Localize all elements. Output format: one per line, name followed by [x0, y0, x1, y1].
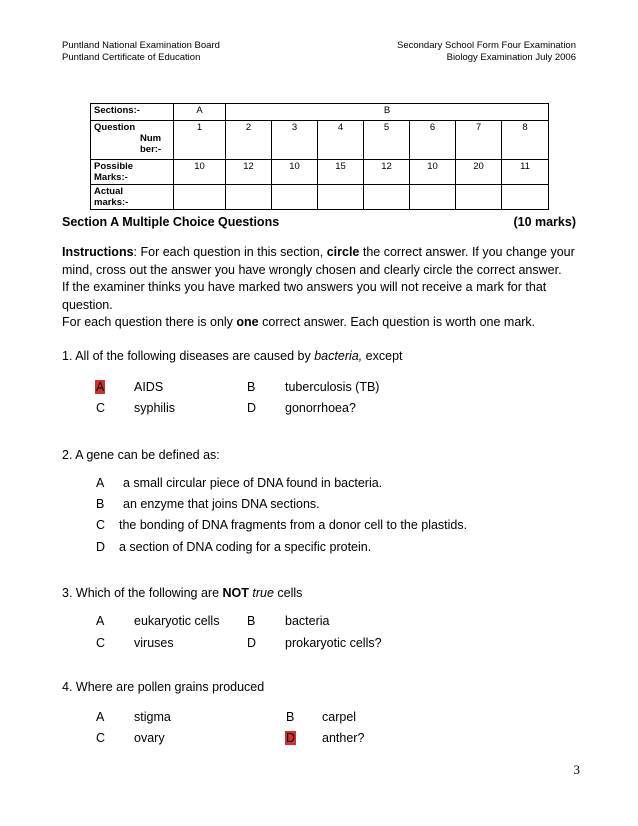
certificate-name: Puntland Certificate of Education [62, 52, 201, 63]
exam-date: Biology Examination July 2006 [446, 52, 576, 63]
q4-option-a-text[interactable]: stigma [134, 710, 171, 724]
possible-mark: 15 [318, 160, 364, 185]
q2-option-a-letter[interactable]: A [96, 476, 105, 490]
possible-mark: 12 [364, 160, 410, 185]
q3-option-b-letter[interactable]: B [247, 614, 256, 628]
section-a-header: A [174, 104, 226, 121]
possible-marks-row [91, 160, 549, 185]
actual-mark-cell[interactable] [226, 185, 272, 210]
q2-option-b-letter[interactable]: B [96, 497, 105, 511]
q1-option-b-text[interactable]: tuberculosis (TB) [285, 380, 380, 394]
q2-option-d-letter[interactable]: D [96, 540, 106, 554]
section-marks: (10 marks) [513, 215, 576, 229]
instructions-paragraph-2: If the examiner thinks you have marked two answers you will not receive a mark for that question. [62, 280, 547, 312]
question-2-stem: 2. A gene can be defined as: [62, 448, 220, 462]
q1-option-d-letter[interactable]: D [247, 401, 257, 415]
board-name: Puntland National Examination Board [62, 40, 220, 51]
possible-mark: 20 [456, 160, 502, 185]
possible-mark: 10 [410, 160, 456, 185]
question-number: 3 [272, 121, 318, 160]
question-number: 5 [364, 121, 410, 160]
question-4-stem: 4. Where are pollen grains produced [62, 680, 265, 694]
q2-option-c-text[interactable]: the bonding of DNA fragments from a donor cell to the plastids. [119, 518, 468, 532]
actual-marks-row [91, 185, 549, 210]
question-number: 2 [226, 121, 272, 160]
q2-option-d-text[interactable]: a section of DNA coding for a specific protein. [119, 540, 372, 554]
exam-name: Secondary School Form Four Examination [397, 40, 576, 51]
question-3-stem: 3. Which of the following are NOT true cells [62, 586, 303, 600]
actual-mark-cell[interactable] [174, 185, 226, 210]
possible-mark: 10 [174, 160, 226, 185]
q3-option-d-text[interactable]: prokaryotic cells? [285, 636, 382, 650]
q4-option-b-text[interactable]: carpel [322, 710, 357, 724]
possible-mark: 10 [272, 160, 318, 185]
question-number: 1 [174, 121, 226, 160]
possible-mark: 12 [226, 160, 272, 185]
q2-option-b-text[interactable]: an enzyme that joins DNA sections. [123, 497, 320, 511]
section-title: Section A Multiple Choice Questions [62, 215, 280, 229]
sections-label: Sections:- [91, 104, 174, 121]
actual-mark-cell[interactable] [272, 185, 318, 210]
q4-option-a-letter[interactable]: A [96, 710, 105, 724]
q3-option-d-letter[interactable]: D [247, 636, 257, 650]
question-row [91, 121, 549, 160]
instructions-paragraph-1: Instructions: For each question in this section, circle the correct answer. If you change your mind, cross out the answer you have wrongly chosen and clearly circle the correct answer. [62, 245, 575, 277]
page-number: 3 [573, 762, 580, 777]
q1-option-c-letter[interactable]: C [96, 401, 106, 415]
instructions-paragraph-3: For each question there is only one correct answer. Each question is worth one mark. [62, 315, 536, 329]
q4-option-d-letter[interactable]: D [286, 731, 296, 745]
q2-option-a-text[interactable]: a small circular piece of DNA found in bacteria. [123, 476, 383, 490]
q1-option-a-letter[interactable]: A [96, 380, 105, 394]
q3-option-a-text[interactable]: eukaryotic cells [134, 614, 220, 628]
q4-option-c-text[interactable]: ovary [134, 731, 165, 745]
actual-marks-label: Actual marks:- [91, 185, 174, 210]
actual-mark-cell[interactable] [502, 185, 549, 210]
question-number: 7 [456, 121, 502, 160]
q4-option-b-letter[interactable]: B [286, 710, 295, 724]
q3-option-b-text[interactable]: bacteria [285, 614, 330, 628]
question-number: 4 [318, 121, 364, 160]
q3-option-c-letter[interactable]: C [96, 636, 106, 650]
possible-mark: 11 [502, 160, 549, 185]
q1-option-b-letter[interactable]: B [247, 380, 256, 394]
possible-marks-label: Possible Marks:- [91, 160, 174, 185]
question-1-stem: 1. All of the following diseases are caused by bacteria, except [62, 349, 403, 363]
header-right [397, 40, 576, 64]
actual-mark-cell[interactable] [364, 185, 410, 210]
question-number-label: Question Num ber:- [91, 121, 174, 160]
actual-mark-cell[interactable] [410, 185, 456, 210]
actual-mark-cell[interactable] [456, 185, 502, 210]
question-number: 8 [502, 121, 549, 160]
section-b-header: B [226, 104, 549, 121]
q1-option-d-text[interactable]: gonorrhoea? [285, 401, 356, 415]
q3-option-c-text[interactable]: viruses [134, 636, 174, 650]
marks-table [90, 103, 549, 210]
sections-row [91, 104, 549, 121]
q2-option-c-letter[interactable]: C [96, 518, 106, 532]
header-left [62, 40, 220, 64]
actual-mark-cell[interactable] [318, 185, 364, 210]
q3-option-a-letter[interactable]: A [96, 614, 105, 628]
question-number: 6 [410, 121, 456, 160]
q1-option-a-text[interactable]: AIDS [134, 380, 164, 394]
q4-option-c-letter[interactable]: C [96, 731, 106, 745]
q4-option-d-text[interactable]: anther? [322, 731, 365, 745]
q1-option-c-text[interactable]: syphilis [134, 401, 175, 415]
